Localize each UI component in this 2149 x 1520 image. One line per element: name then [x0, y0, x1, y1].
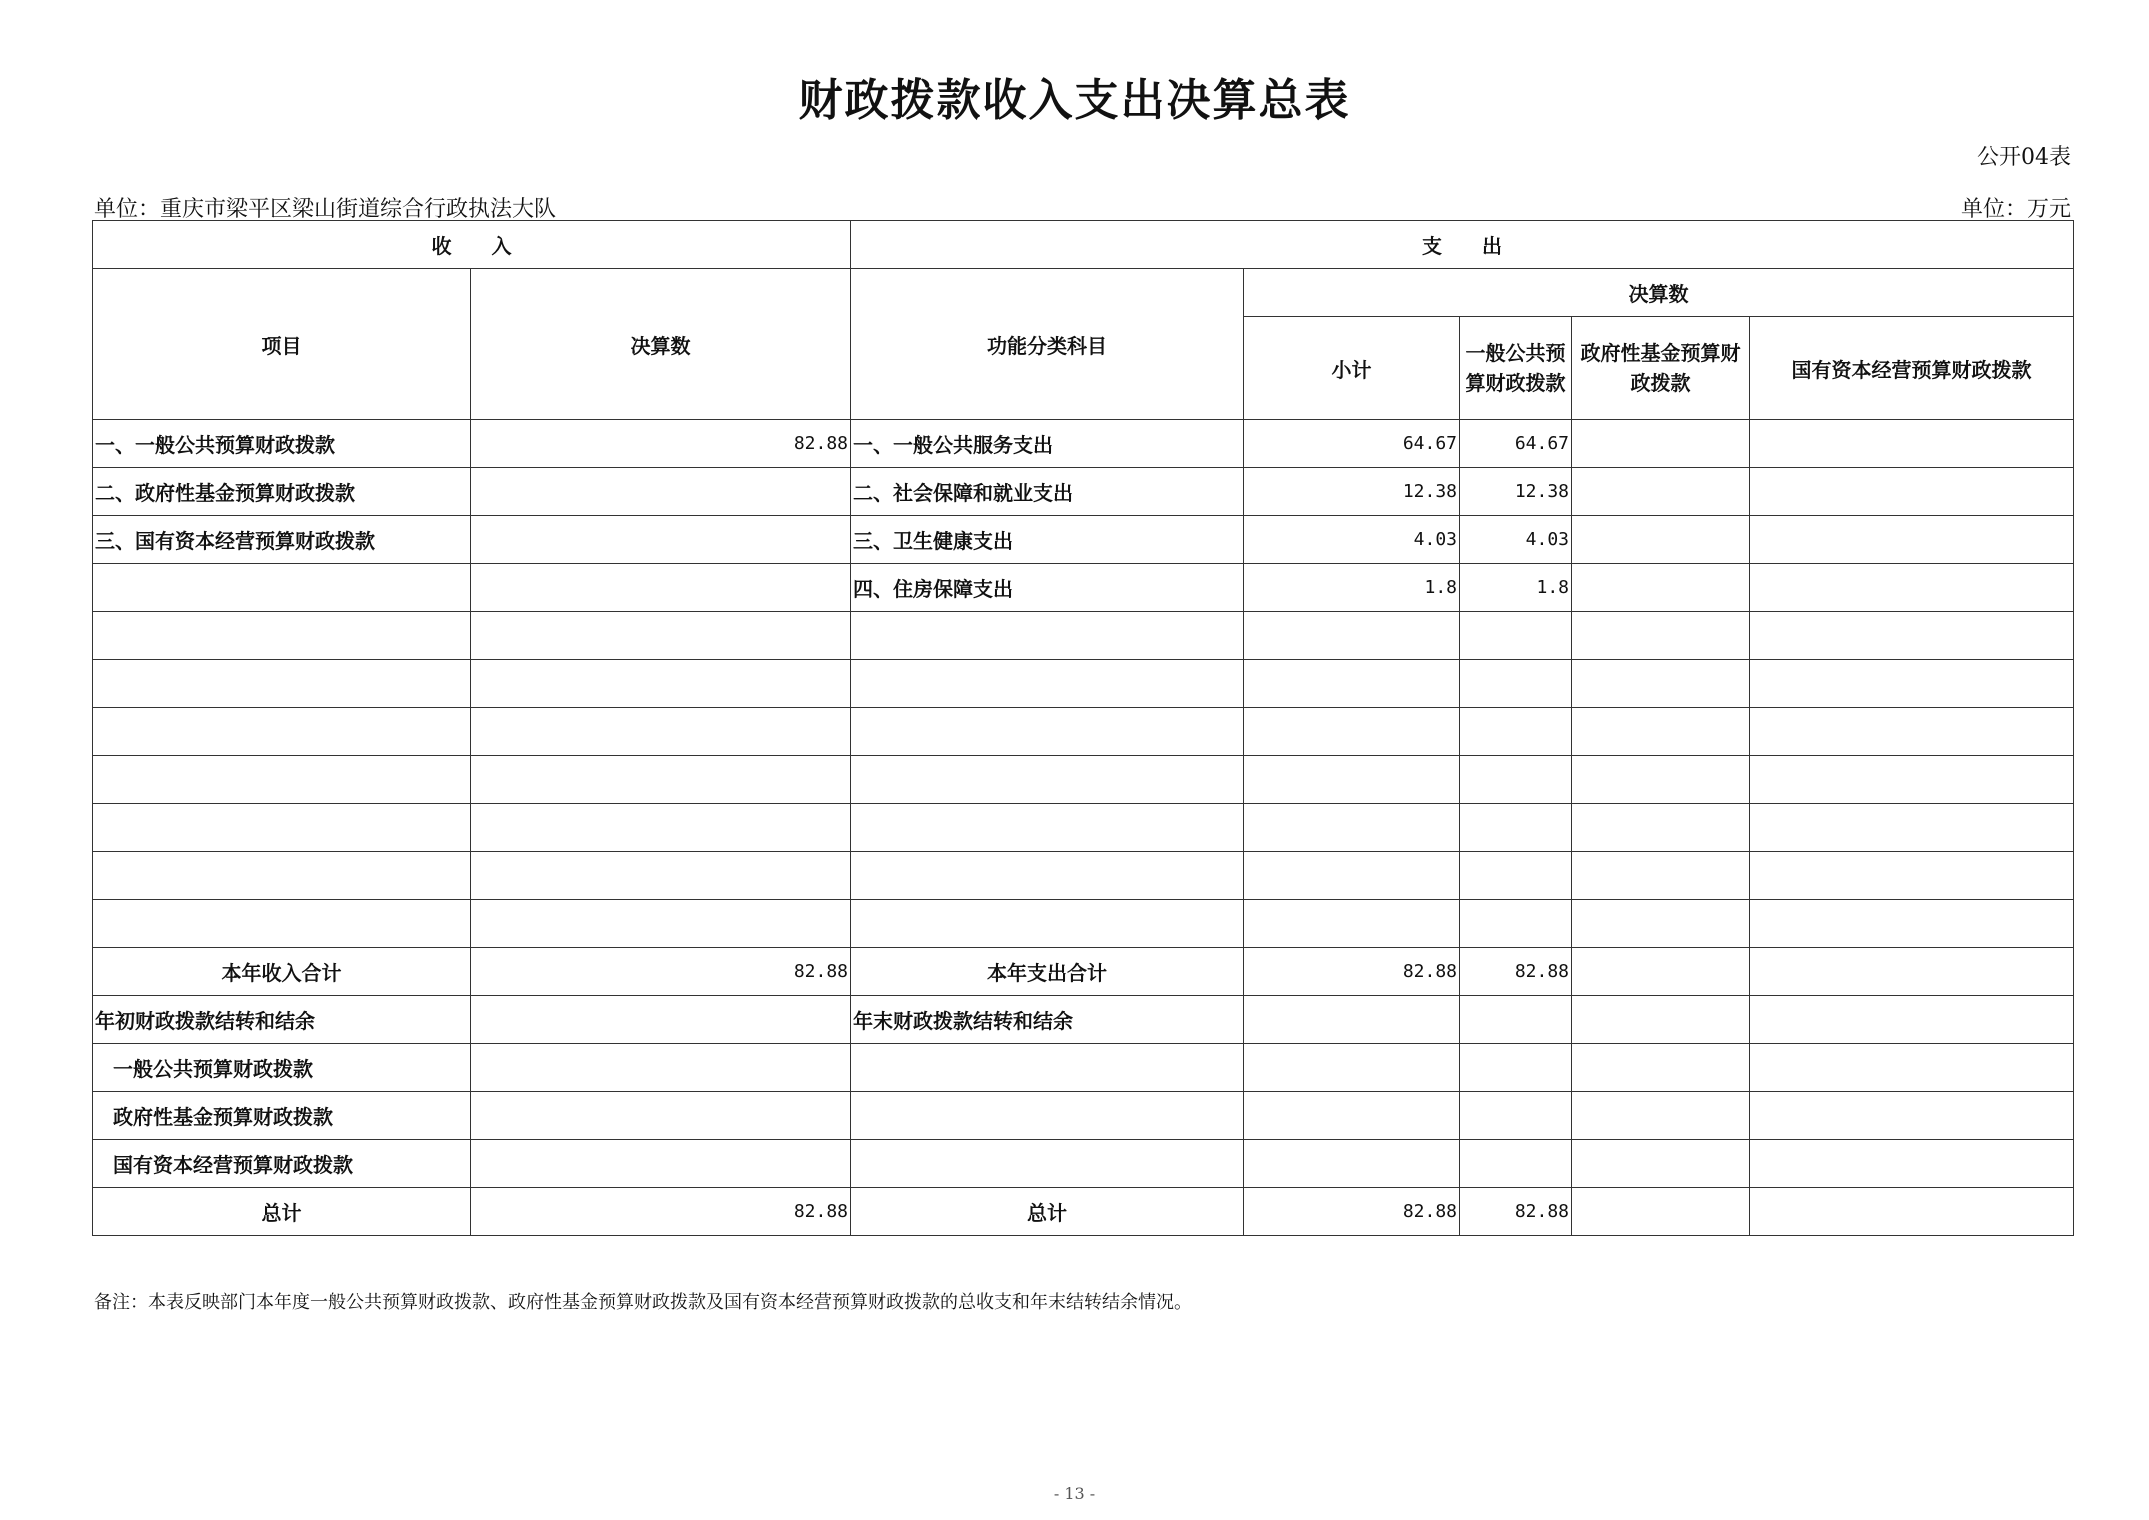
empty-cell [1460, 996, 1572, 1044]
empty-cell [471, 852, 851, 900]
table-row [93, 1044, 2074, 1092]
empty-cell [1460, 612, 1572, 660]
grand-total-expense-label: 总计 [851, 1188, 1244, 1236]
empty-cell [1750, 756, 2074, 804]
unit-currency: 单位：万元 [1960, 197, 2071, 222]
empty-cell [1244, 852, 1460, 900]
empty-cell [851, 1140, 1244, 1188]
empty-cell [1244, 1044, 1460, 1092]
empty-cell [1460, 708, 1572, 756]
empty-cell [471, 1044, 851, 1092]
gov-fund-cell [1572, 468, 1750, 516]
table-row [93, 996, 2074, 1044]
state-capital-header: 国有资本经营预算财政拨款 [1750, 317, 2074, 420]
empty-cell [1572, 804, 1750, 852]
empty-cell [471, 1092, 851, 1140]
empty-cell [1750, 948, 2074, 996]
empty-cell [1750, 804, 2074, 852]
empty-cell [471, 1140, 851, 1188]
page-title: 财政拨款收入支出决算总表 [798, 75, 1351, 126]
subtotal-header: 小计 [1244, 317, 1460, 420]
table-row [93, 420, 2074, 468]
empty-cell [1460, 804, 1572, 852]
empty-cell [1750, 1092, 2074, 1140]
subtotal-cell: 64.67 [1244, 420, 1460, 468]
empty-cell [1572, 1092, 1750, 1140]
state-capital-cell [1750, 420, 2074, 468]
empty-cell [93, 900, 471, 948]
general-public-cell: 64.67 [1460, 420, 1572, 468]
year-income-total-label: 本年收入合计 [93, 948, 471, 996]
subtotal-cell: 4.03 [1244, 516, 1460, 564]
expense-item-cell: 三、卫生健康支出 [851, 516, 1244, 564]
grand-total-income-amount: 82.88 [471, 1188, 851, 1236]
empty-cell [1244, 660, 1460, 708]
income-header: 收 入 [93, 221, 851, 269]
empty-cell [1750, 1188, 2074, 1236]
gov-fund-cell [1572, 516, 1750, 564]
empty-cell [851, 1044, 1244, 1092]
empty-cell [471, 804, 851, 852]
empty-cell [851, 660, 1244, 708]
empty-cell [93, 708, 471, 756]
empty-cell [851, 852, 1244, 900]
empty-cell [851, 708, 1244, 756]
empty-cell [1244, 756, 1460, 804]
empty-cell [1750, 996, 2074, 1044]
empty-cell [93, 852, 471, 900]
empty-cell [471, 612, 851, 660]
empty-cell [93, 756, 471, 804]
empty-cell [471, 708, 851, 756]
table-row [93, 564, 2074, 612]
empty-cell [1244, 1092, 1460, 1140]
income-item-cell: 一、一般公共预算财政拨款 [93, 420, 471, 468]
financial-table [92, 220, 2074, 1236]
table-row [93, 516, 2074, 564]
year-expense-total-label: 本年支出合计 [851, 948, 1244, 996]
empty-cell [1244, 996, 1460, 1044]
empty-cell [93, 660, 471, 708]
empty-cell [471, 996, 851, 1044]
empty-cell [1460, 756, 1572, 804]
table-row [93, 852, 2074, 900]
table-row [93, 900, 2074, 948]
state-capital-cell [1750, 564, 2074, 612]
empty-cell [1460, 852, 1572, 900]
empty-cell [1572, 948, 1750, 996]
empty-cell [1750, 900, 2074, 948]
empty-cell [1244, 900, 1460, 948]
empty-cell [1460, 900, 1572, 948]
footnote: 备注：本表反映部门本年度一般公共预算财政拨款、政府性基金预算财政拨款及国有资本经营预算财政拨款的总收支和年末结转结余情况。 [94, 1292, 1192, 1313]
empty-cell [1572, 1044, 1750, 1092]
unit-organization: 单位：重庆市梁平区梁山街道综合行政执法大队 [94, 197, 557, 222]
state-capital-cell [1750, 516, 2074, 564]
empty-cell [1750, 852, 2074, 900]
empty-cell [1750, 1044, 2074, 1092]
gov-fund-cell [1572, 420, 1750, 468]
empty-cell [1572, 612, 1750, 660]
state-capital-cell [1750, 468, 2074, 516]
income-amount-cell [471, 564, 851, 612]
table-row [93, 612, 2074, 660]
empty-cell [1750, 708, 2074, 756]
gov-fund-header: 政府性基金预算财政拨款 [1572, 317, 1750, 420]
income-amount-cell: 82.88 [471, 420, 851, 468]
empty-cell [1572, 852, 1750, 900]
empty-cell [1750, 612, 2074, 660]
expense-item-cell: 一、一般公共服务支出 [851, 420, 1244, 468]
empty-cell [1244, 612, 1460, 660]
empty-cell [851, 900, 1244, 948]
table-row [93, 1140, 2074, 1188]
carryover-item-label: 国有资本经营预算财政拨款 [93, 1140, 471, 1188]
empty-cell [1750, 660, 2074, 708]
income-item-cell [93, 564, 471, 612]
expense-item-cell: 四、住房保障支出 [851, 564, 1244, 612]
table-row [93, 948, 2074, 996]
empty-cell [1244, 1140, 1460, 1188]
income-amount-cell [471, 516, 851, 564]
empty-cell [1244, 804, 1460, 852]
empty-cell [1572, 708, 1750, 756]
carryover-item-label: 一般公共预算财政拨款 [93, 1044, 471, 1092]
table-row [93, 804, 2074, 852]
subtotal-cell: 12.38 [1244, 468, 1460, 516]
empty-cell [1572, 996, 1750, 1044]
gov-fund-cell [1572, 564, 1750, 612]
empty-cell [1750, 1140, 2074, 1188]
item-header: 项目 [93, 269, 471, 420]
table-row [93, 468, 2074, 516]
empty-cell [1460, 1044, 1572, 1092]
year-expense-subtotal: 82.88 [1244, 948, 1460, 996]
empty-cell [1572, 1188, 1750, 1236]
income-amount-cell [471, 468, 851, 516]
empty-cell [471, 756, 851, 804]
empty-cell [851, 612, 1244, 660]
general-public-cell: 12.38 [1460, 468, 1572, 516]
table-row [93, 756, 2074, 804]
table-row [93, 708, 2074, 756]
empty-cell [471, 900, 851, 948]
empty-cell [1572, 900, 1750, 948]
table-code: 公开04表 [1977, 145, 2071, 170]
empty-cell [1460, 1140, 1572, 1188]
function-category-header: 功能分类科目 [851, 269, 1244, 420]
income-item-cell: 二、政府性基金预算财政拨款 [93, 468, 471, 516]
year-income-total-amount: 82.88 [471, 948, 851, 996]
year-expense-general: 82.88 [1460, 948, 1572, 996]
income-item-cell: 三、国有资本经营预算财政拨款 [93, 516, 471, 564]
empty-cell [851, 756, 1244, 804]
begin-carryover-label: 年初财政拨款结转和结余 [93, 996, 471, 1044]
empty-cell [1572, 756, 1750, 804]
page-number: - 13 - [1053, 1484, 1096, 1503]
empty-cell [1572, 1140, 1750, 1188]
grand-total-subtotal: 82.88 [1244, 1188, 1460, 1236]
expense-item-cell: 二、社会保障和就业支出 [851, 468, 1244, 516]
empty-cell [93, 612, 471, 660]
empty-cell [1460, 1092, 1572, 1140]
empty-cell [1572, 660, 1750, 708]
empty-cell [1244, 708, 1460, 756]
table-row [93, 1092, 2074, 1140]
grand-total-income-label: 总计 [93, 1188, 471, 1236]
empty-cell [1460, 660, 1572, 708]
final-amount-header: 决算数 [471, 269, 851, 420]
empty-cell [851, 804, 1244, 852]
general-public-cell: 1.8 [1460, 564, 1572, 612]
table-row [93, 660, 2074, 708]
expense-header: 支 出 [851, 221, 2074, 269]
table-row [93, 1188, 2074, 1236]
general-public-header: 一般公共预算财政拨款 [1460, 317, 1572, 420]
carryover-item-label: 政府性基金预算财政拨款 [93, 1092, 471, 1140]
end-carryover-label: 年末财政拨款结转和结余 [851, 996, 1244, 1044]
empty-cell [93, 804, 471, 852]
empty-cell [851, 1092, 1244, 1140]
grand-total-general: 82.88 [1460, 1188, 1572, 1236]
general-public-cell: 4.03 [1460, 516, 1572, 564]
final-amount-group-header: 决算数 [1244, 269, 2074, 317]
empty-cell [471, 660, 851, 708]
subtotal-cell: 1.8 [1244, 564, 1460, 612]
